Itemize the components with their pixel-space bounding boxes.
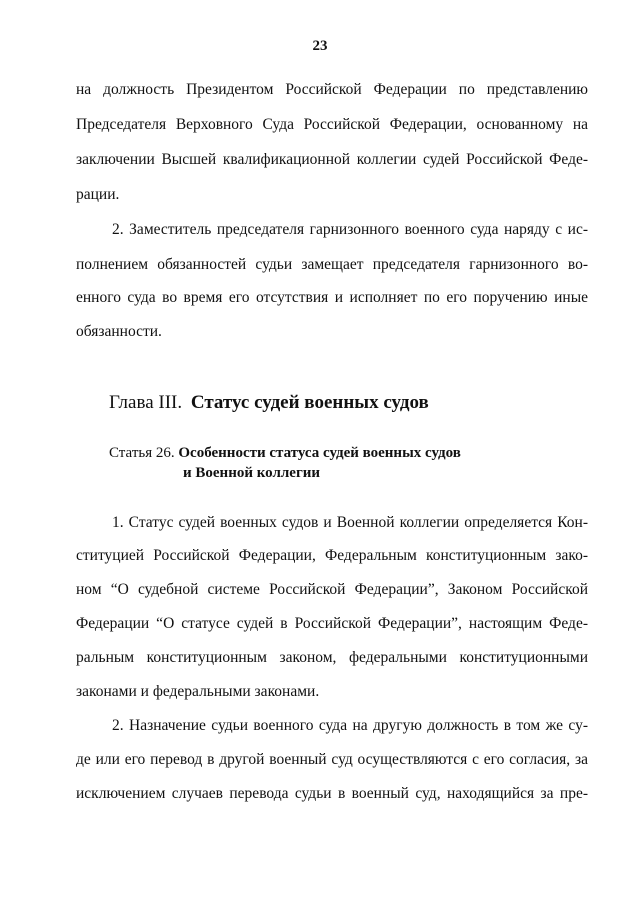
chapter-label: Глава III.: [109, 392, 183, 413]
paragraph-line: енного суда во время его отсутствия и исполняет по его поручению иные: [76, 289, 588, 306]
paragraph-line: 1. Статус судей военных судов и Военной коллегии определяется Кон-: [112, 514, 588, 531]
paragraph-line: 2. Заместитель председателя гарнизонного военного суда наряду с ис-: [112, 221, 588, 238]
paragraph-line: на должность Президентом Российской Федерации по представлению: [76, 81, 588, 98]
paragraph-line: ном “О судебной системе Российской Федерации”, Законом Российской: [76, 581, 588, 598]
paragraph-line: обязанности.: [76, 323, 162, 340]
article-heading: [109, 443, 461, 483]
chapter-heading: [109, 392, 429, 414]
chapter-title: Статус судей военных судов: [190, 392, 429, 413]
paragraph-line: законами и федеральными законами.: [76, 683, 320, 700]
paragraph-line: Председателя Верховного Суда Российской Федерации, основанному на: [76, 116, 588, 133]
paragraph-line: де или его перевод в другой военный суд осуществляются с его согласия, за: [76, 751, 588, 768]
paragraph-line: заключении Высшей квалификационной коллегии судей Российской Феде-: [76, 151, 588, 168]
paragraph-line: ральным конституционным законом, федеральными конституционными: [76, 649, 588, 666]
article-title-line-2: и Военной коллегии: [183, 465, 321, 481]
paragraph-line: Федерации “О статусе судей в Российской Федерации”, настоящим Феде-: [76, 615, 588, 632]
paragraph-line: 2. Назначение судьи военного суда на другую должность в том же су-: [112, 717, 588, 734]
paragraph-line: ституцией Российской Федерации, Федеральным конституционным зако-: [76, 547, 588, 564]
paragraph-line: полнением обязанностей судьи замещает председателя гарнизонного во-: [76, 256, 588, 273]
page-number: 23: [312, 38, 328, 54]
article-label: Статья 26.: [109, 445, 175, 461]
paragraph-line: рации.: [76, 186, 120, 203]
paragraph-line: исключением случаев перевода судьи в военный суд, находящийся за пре-: [76, 785, 588, 802]
article-title-line-1: Особенности статуса судей военных судов: [178, 445, 461, 461]
